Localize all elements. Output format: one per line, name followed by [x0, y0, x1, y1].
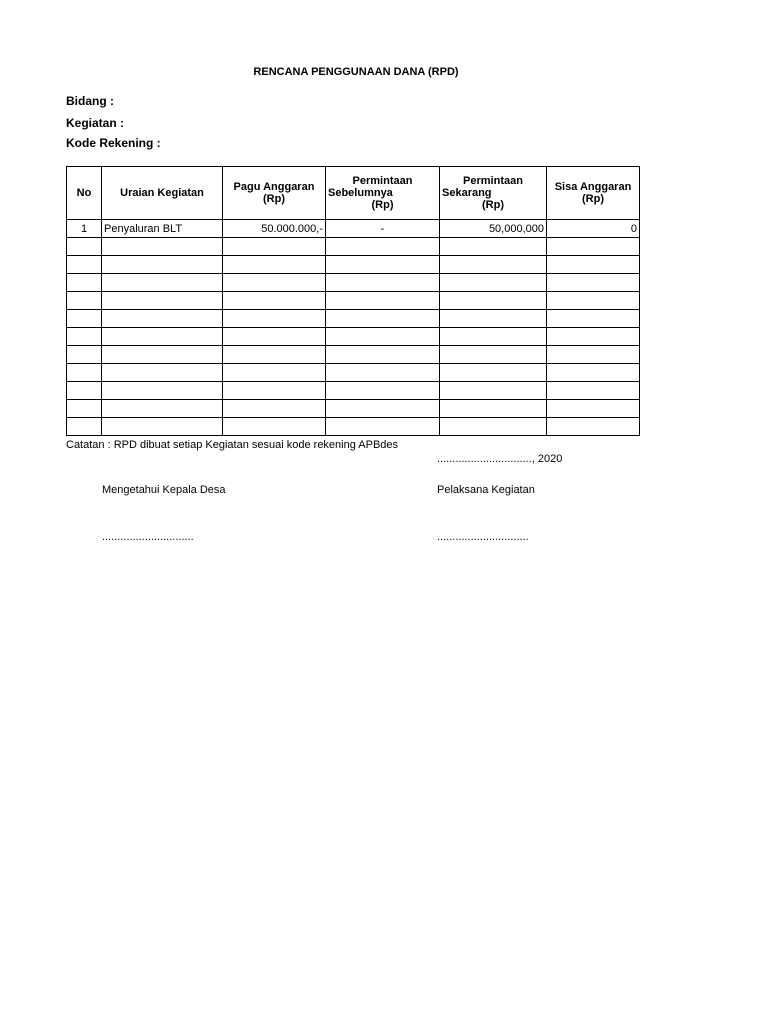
- cell-sisa: 0: [547, 220, 640, 238]
- table-row-empty: [67, 310, 640, 328]
- table-row-empty: [67, 274, 640, 292]
- catatan-note: Catatan : RPD dibuat setiap Kegiatan sesuai kode rekening APBdes: [66, 439, 399, 451]
- header-pagu: Pagu Anggaran (Rp): [223, 167, 326, 220]
- cell-no: 1: [67, 220, 102, 238]
- header-uraian: Uraian Kegiatan: [102, 167, 223, 220]
- table-row-empty: [67, 292, 640, 310]
- header-sisa: Sisa Anggaran (Rp): [547, 167, 640, 220]
- table-row-empty: [67, 418, 640, 436]
- pelaksana-signature-line: ..............................: [437, 531, 529, 543]
- table-row: [67, 220, 640, 238]
- header-no: No: [67, 167, 102, 220]
- cell-sebelumnya: -: [326, 220, 440, 238]
- header-permintaan-sebelumnya: Permintaan Sebelumnya (Rp): [326, 167, 440, 220]
- table-row-empty: [67, 256, 640, 274]
- cell-pagu: 50.000.000,-: [223, 220, 326, 238]
- kode-rekening-label: Kode Rekening :: [66, 136, 161, 150]
- bidang-label: Bidang :: [66, 94, 114, 108]
- document-title: RENCANA PENGGUNAAN DANA (RPD): [253, 66, 459, 78]
- kepala-desa-signature-line: ..............................: [102, 531, 194, 543]
- table-row-empty: [67, 364, 640, 382]
- pelaksana-title: Pelaksana Kegiatan: [437, 484, 535, 496]
- cell-uraian: Penyaluran BLT: [102, 220, 223, 238]
- table-row-empty: [67, 400, 640, 418]
- table-row-empty: [67, 238, 640, 256]
- rpd-table: [66, 166, 640, 436]
- table-header-row: [67, 167, 640, 220]
- kegiatan-label: Kegiatan :: [66, 116, 125, 130]
- date-line: ..............................., 2020: [437, 453, 563, 465]
- cell-sekarang: 50,000,000: [440, 220, 547, 238]
- kepala-desa-title: Mengetahui Kepala Desa: [102, 484, 226, 496]
- table-row-empty: [67, 382, 640, 400]
- header-permintaan-sekarang: Permintaan Sekarang (Rp): [440, 167, 547, 220]
- table-row-empty: [67, 328, 640, 346]
- table-row-empty: [67, 346, 640, 364]
